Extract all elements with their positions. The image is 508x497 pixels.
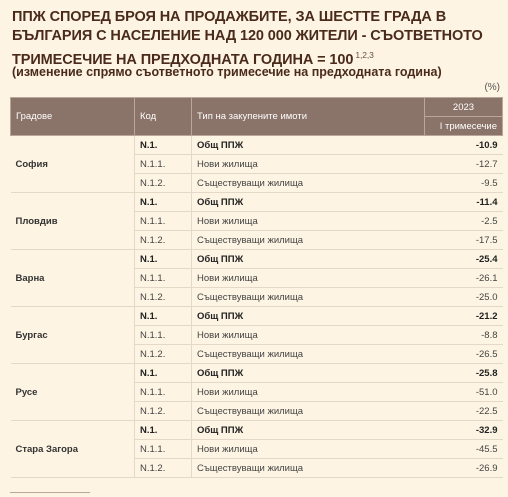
page-title xyxy=(12,8,502,70)
value-cell: -26.9 xyxy=(425,459,503,478)
type-cell: Нови жилища xyxy=(192,440,425,459)
code-cell: N.1. xyxy=(135,364,192,383)
value-cell: -26.1 xyxy=(425,269,503,288)
header-type: Тип на закупените имоти xyxy=(192,98,425,136)
city-cell: Пловдив xyxy=(11,193,135,250)
type-cell: Нови жилища xyxy=(192,383,425,402)
type-cell: Общ ППЖ xyxy=(192,250,425,269)
table-row xyxy=(11,307,503,326)
unit-label: (%) xyxy=(484,82,500,93)
code-cell: N.1.1. xyxy=(135,269,192,288)
code-cell: N.1. xyxy=(135,307,192,326)
value-cell: -32.9 xyxy=(425,421,503,440)
type-cell: Нови жилища xyxy=(192,326,425,345)
code-cell: N.1.1. xyxy=(135,155,192,174)
value-cell: -25.0 xyxy=(425,288,503,307)
type-cell: Съществуващи жилища xyxy=(192,459,425,478)
value-cell: -51.0 xyxy=(425,383,503,402)
code-cell: N.1. xyxy=(135,421,192,440)
code-cell: N.1.2. xyxy=(135,174,192,193)
type-cell: Нови жилища xyxy=(192,155,425,174)
city-cell: Бургас xyxy=(11,307,135,364)
value-cell: -12.7 xyxy=(425,155,503,174)
type-cell: Съществуващи жилища xyxy=(192,231,425,250)
table-row xyxy=(11,421,503,440)
type-cell: Съществуващи жилища xyxy=(192,402,425,421)
type-cell: Общ ППЖ xyxy=(192,364,425,383)
code-cell: N.1. xyxy=(135,136,192,155)
table-row xyxy=(11,136,503,155)
city-cell: Варна xyxy=(11,250,135,307)
code-cell: N.1. xyxy=(135,250,192,269)
code-cell: N.1.1. xyxy=(135,326,192,345)
value-cell: -8.8 xyxy=(425,326,503,345)
type-cell: Нови жилища xyxy=(192,212,425,231)
code-cell: N.1.2. xyxy=(135,288,192,307)
city-cell: Стара Загора xyxy=(11,421,135,478)
type-cell: Съществуващи жилища xyxy=(192,288,425,307)
type-cell: Общ ППЖ xyxy=(192,136,425,155)
code-cell: N.1.2. xyxy=(135,231,192,250)
title-text: ППЖ СПОРЕД БРОЯ НА ПРОДАЖБИТЕ, ЗА ШЕСТТЕ ГРАДА В БЪЛГАРИЯ С НАСЕЛЕНИЕ НАД 120 000 ЖИТЕЛИ - СЪОТВЕТНОТО ТРИМЕСЕЧИЕ НА ПРЕДХОДНАТА ГОДИНА = 100 xyxy=(12,9,483,68)
title-footnote-ref: 1,2,3 xyxy=(355,50,374,60)
type-cell: Съществуващи жилища xyxy=(192,174,425,193)
code-cell: N.1.1. xyxy=(135,212,192,231)
data-table xyxy=(10,97,503,478)
code-cell: N.1.1. xyxy=(135,440,192,459)
city-cell: Русе xyxy=(11,364,135,421)
page-subtitle: (изменение спрямо съответното тримесечие на предходната година) xyxy=(12,65,442,79)
table-row xyxy=(11,250,503,269)
value-cell: -21.2 xyxy=(425,307,503,326)
header-code: Код xyxy=(135,98,192,136)
header-quarter: I тримесечие xyxy=(425,117,503,136)
value-cell: -10.9 xyxy=(425,136,503,155)
value-cell: -25.8 xyxy=(425,364,503,383)
header-city: Градове xyxy=(11,98,135,136)
code-cell: N.1.2. xyxy=(135,459,192,478)
value-cell: -26.5 xyxy=(425,345,503,364)
type-cell: Общ ППЖ xyxy=(192,193,425,212)
table-row xyxy=(11,364,503,383)
code-cell: N.1.1. xyxy=(135,383,192,402)
city-cell: София xyxy=(11,136,135,193)
table-body xyxy=(11,136,503,478)
type-cell: Общ ППЖ xyxy=(192,421,425,440)
value-cell: -17.5 xyxy=(425,231,503,250)
value-cell: -9.5 xyxy=(425,174,503,193)
value-cell: -22.5 xyxy=(425,402,503,421)
value-cell: -25.4 xyxy=(425,250,503,269)
code-cell: N.1.2. xyxy=(135,345,192,364)
value-cell: -45.5 xyxy=(425,440,503,459)
value-cell: -2.5 xyxy=(425,212,503,231)
type-cell: Съществуващи жилища xyxy=(192,345,425,364)
type-cell: Нови жилища xyxy=(192,269,425,288)
code-cell: N.1.2. xyxy=(135,402,192,421)
header-year: 2023 xyxy=(425,98,503,117)
footnote-divider xyxy=(10,492,90,493)
code-cell: N.1. xyxy=(135,193,192,212)
value-cell: -11.4 xyxy=(425,193,503,212)
type-cell: Общ ППЖ xyxy=(192,307,425,326)
table-row xyxy=(11,193,503,212)
